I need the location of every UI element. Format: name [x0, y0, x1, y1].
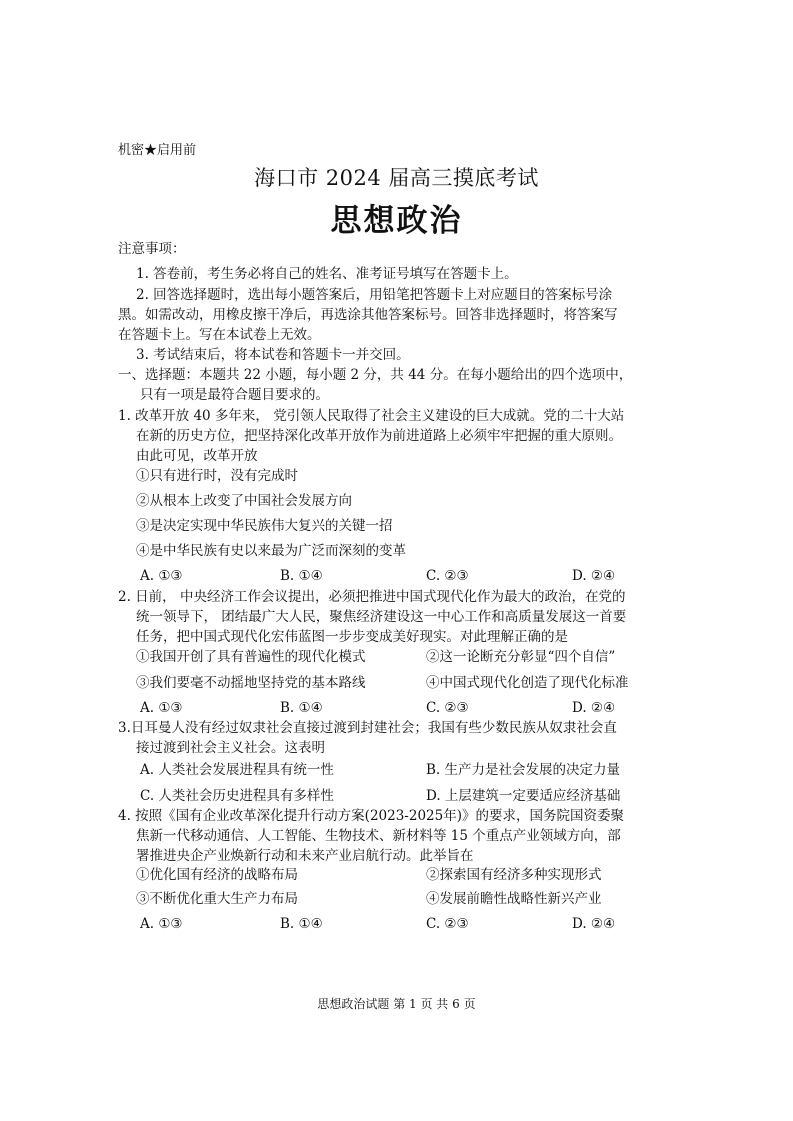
question-4-statement-2: ②探索国有经济多种实现形式 [426, 867, 602, 883]
question-2-option-b: B. ①④ [280, 700, 323, 716]
question-3-option-d: D. 上层建筑一定要适应经济基础 [426, 788, 621, 804]
notes-item-2-line-3: 在答题卡上。写在本试卷上无效。 [118, 327, 321, 343]
question-1-option-c: C. ②③ [426, 568, 469, 584]
notes-heading: 注意事项： [118, 241, 186, 257]
question-2-option-c: C. ②③ [426, 700, 469, 716]
question-1-option-a: A. ①③ [140, 568, 183, 584]
section-instruction-line-1: 一、选择题：本题共 22 小题，每小题 2 分，共 44 分。在每小题给出的四个选项中， [118, 367, 633, 383]
question-4-stem-line-3: 署推进央企产业焕新行动和未来产业启航行动。此举旨在 [136, 848, 474, 864]
question-2-statement-4: ④中国式现代化创造了现代化标准 [426, 675, 629, 691]
question-3-option-b: B. 生产力是社会发展的决定力量 [426, 762, 621, 778]
question-1-stem-line-2: 在新的历史方位，把坚持深化改革开放作为前进道路上必须牢牢把握的重大原则。 [136, 428, 622, 444]
question-3-stem-line-1: 3.日耳曼人没有经过奴隶社会直接过渡到封建社会；我国有些少数民族从奴隶社会直 [118, 720, 617, 736]
question-2-stem-line-3: 任务，把中国式现代化宏伟蓝图一步步变成美好现实。对此理解正确的是 [136, 629, 568, 645]
question-4-statement-4: ④发展前瞻性战略性新兴产业 [426, 891, 602, 907]
question-4-option-b: B. ①④ [280, 916, 323, 932]
notes-item-1: 1. 答卷前，考生务必将自己的姓名、准考证号填写在答题卡上。 [136, 266, 518, 282]
question-4-option-c: C. ②③ [426, 916, 469, 932]
question-3-option-a: A. 人类社会发展进程具有统一性 [140, 762, 334, 778]
question-1-statement-4: ④是中华民族有史以来最为广泛而深刻的变革 [136, 543, 406, 559]
question-2-statement-3: ③我们要毫不动摇地坚持党的基本路线 [136, 675, 366, 691]
page-footer: 思想政治试题 第 1 页 共 6 页 [317, 997, 476, 1011]
subject-title: 思想政治 [330, 203, 463, 239]
question-1-statement-2: ②从根本上改变了中国社会发展方向 [136, 493, 352, 509]
question-3-option-c: C. 人类社会历史进程具有多样性 [140, 788, 334, 804]
question-2-statement-2: ②这一论断充分彰显“四个自信” [426, 649, 616, 665]
question-4-option-a: A. ①③ [140, 916, 183, 932]
question-2-option-d: D. ②④ [572, 700, 616, 716]
question-1-stem-line-3: 由此可见，改革开放 [136, 448, 258, 464]
question-3-stem-line-2: 接过渡到社会主义社会。这表明 [136, 740, 325, 756]
question-2-option-a: A. ①③ [140, 700, 183, 716]
question-1-option-d: D. ②④ [572, 568, 616, 584]
question-2-stem-line-1: 2. 日前， 中央经济工作会议提出，必须把推进中国式现代化作为最大的政治，在党的 [118, 589, 626, 605]
question-1-stem-line-1: 1. 改革开放 40 多年来， 党引领人民取得了社会主义建设的巨大成就。党的二十大站 [118, 408, 625, 424]
question-4-statement-1: ①优化国有经济的战略布局 [136, 867, 298, 883]
section-instruction-line-2: 只有一项是最符合题目要求的。 [140, 387, 329, 403]
question-4-stem-line-2: 焦新一代移动通信、人工智能、生物技术、新材料等 15 个重点产业领域方向，部 [136, 828, 621, 844]
notes-item-3: 3. 考试结束后，将本试卷和答题卡一并交回。 [136, 347, 410, 363]
question-4-option-d: D. ②④ [572, 916, 616, 932]
notes-item-2-line-2: 黑。如需改动，用橡皮擦干净后，再选涂其他答案标号。回答非选择题时，将答案写 [118, 307, 618, 323]
question-1-statement-3: ③是决定实现中华民族伟大复兴的关键一招 [136, 518, 393, 534]
question-4-statement-3: ③不断优化重大生产力布局 [136, 891, 298, 907]
notes-item-2-line-1: 2. 回答选择题时，选出每小题答案后，用铅笔把答题卡上对应题目的答案标号涂 [136, 287, 613, 303]
confidential-mark: 机密★启用前 [118, 143, 197, 158]
question-1-option-b: B. ①④ [280, 568, 323, 584]
question-2-statement-1: ①我国开创了具有普遍性的现代化模式 [136, 649, 366, 665]
question-2-stem-line-2: 统一领导下， 团结最广大人民，聚焦经济建设这一中心工作和高质量发展这一首要 [136, 609, 627, 625]
question-4-stem-line-1: 4. 按照《国有企业改革深化提升行动方案(2023-2025年)》的要求，国务院国资委聚 [118, 808, 624, 824]
question-1-statement-1: ①只有进行时，没有完成时 [136, 468, 298, 484]
exam-title: 海口市 2024 届高三摸底考试 [254, 166, 539, 190]
